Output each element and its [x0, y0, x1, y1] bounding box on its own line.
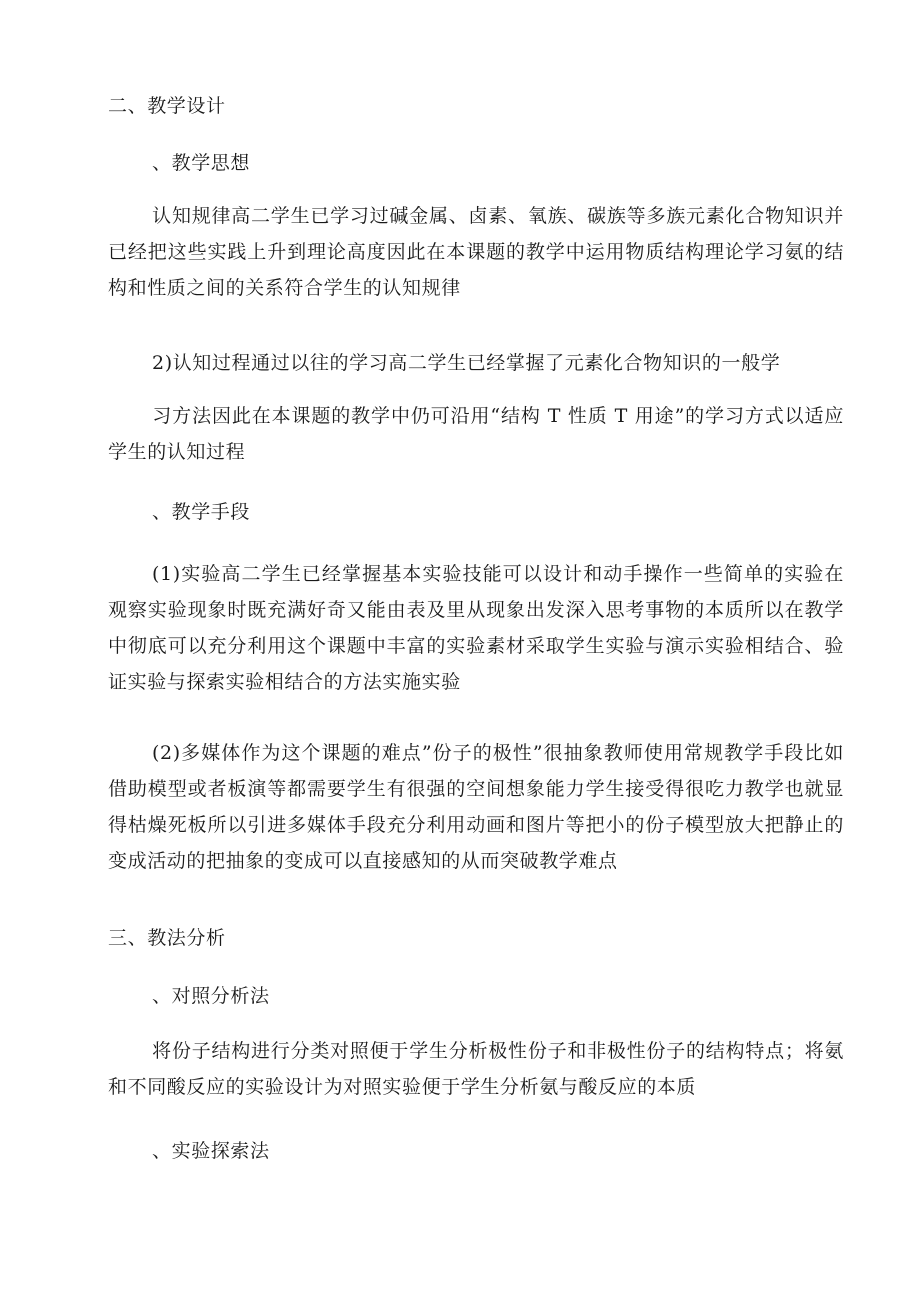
subheading-comparison-analysis: 、对照分析法	[152, 985, 270, 1007]
subheading-experiment-exploration: 、实验探索法	[152, 1140, 270, 1162]
section-heading-teaching-design: 二、教学设计	[108, 95, 226, 117]
paragraph-comparison: 将份子结构进行分类对照便于学生分析极性份子和非极性份子的结构特点；将氨和不同酸反应的实验设计为对照实验便于学生分析氨与酸反应的本质	[108, 1040, 844, 1098]
paragraph-learning-method: 习方法因此在本课题的教学中仍可沿用“结构 T 性质 T 用途”的学习方式以适应学生的认知过程	[108, 405, 844, 463]
paragraph-multimedia: (2)多媒体作为这个课题的难点”份子的极性”很抽象教师使用常规教学手段比如借助模型或者板演等都需要学生有很强的空间想象能力学生接受得很吃力教学也就显得枯燥死板所以引进多媒体手段充分利用动画和图片等把小的份子模型放大把静止的变成活动的把抽象的变成可以直接感知的从而突破教学难点	[108, 742, 844, 872]
paragraph-cognitive-process: 2)认知过程通过以往的学习高二学生已经掌握了元素化合物知识的一般学	[152, 352, 781, 374]
paragraph-experiment: (1)实验高二学生已经掌握基本实验技能可以设计和动手操作一些简单的实验在观察实验现象时既充满好奇又能由表及里从现象出发深入思考事物的本质所以在教学中彻底可以充分利用这个课题中丰富的实验素材采取学生实验与演示实验相结合、验证实验与探索实验相结合的方法实施实验	[108, 563, 844, 693]
subheading-teaching-thought: 、教学思想	[152, 152, 251, 174]
subheading-teaching-means: 、教学手段	[152, 501, 251, 523]
paragraph-cognitive-rule: 认知规律高二学生已学习过碱金属、卤素、氧族、碳族等多族元素化合物知识并已经把这些实践上升到理论高度因此在本课题的教学中运用物质结构理论学习氨的结构和性质之间的关系符合学生的认知规律	[108, 205, 844, 299]
section-heading-method-analysis: 三、教法分析	[108, 927, 226, 949]
